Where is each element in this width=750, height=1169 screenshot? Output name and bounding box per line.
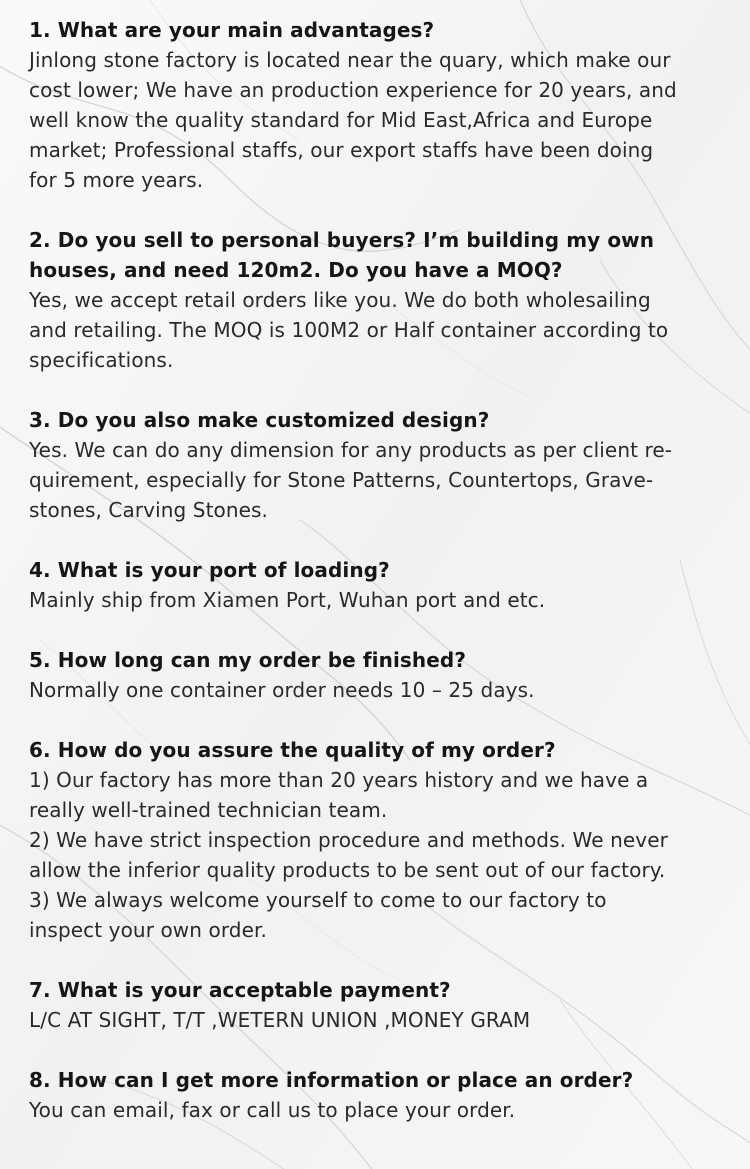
- faq-question: 6. How do you assure the quality of my order?: [29, 738, 556, 762]
- faq-item: [29, 15, 685, 195]
- faq-question: 3. Do you also make customized design?: [29, 408, 490, 432]
- faq-question: 8. How can I get more information or place an order?: [29, 1068, 634, 1092]
- faq-answer: Normally one container order needs 10 – 25 days.: [29, 678, 535, 702]
- faq-question: 1. What are your main advantages?: [29, 18, 435, 42]
- faq-answer: 1) Our factory has more than 20 years history and we have a really well-trained technician team.: [29, 768, 649, 822]
- faq-item: [29, 405, 685, 525]
- faq-answer: 3) We always welcome yourself to come to our factory to inspect your own order.: [29, 888, 607, 942]
- faq-answer: Yes. We can do any dimension for any products as per client re-quirement, especially for Stone Patterns, Countertops, Grave-stones, Carving Stones.: [29, 438, 673, 522]
- faq-item: [29, 735, 685, 945]
- faq-item: [29, 555, 685, 615]
- faq-item: [29, 975, 685, 1035]
- faq-question: 2. Do you sell to personal buyers? I’m building my own houses, and need 120m2. Do you have a MOQ?: [29, 228, 655, 282]
- faq-answer: 2) We have strict inspection procedure and methods. We never allow the inferior quality products to be sent out of our factory.: [29, 828, 668, 882]
- faq-item: [29, 645, 685, 705]
- faq-answer: Mainly ship from Xiamen Port, Wuhan port and etc.: [29, 588, 546, 612]
- faq-question: 4. What is your port of loading?: [29, 558, 390, 582]
- faq-question: 7. What is your acceptable payment?: [29, 978, 451, 1002]
- faq-answer: You can email, fax or call us to place your order.: [29, 1098, 516, 1122]
- faq-item: [29, 1065, 685, 1125]
- faq-answer: Yes, we accept retail orders like you. We do both wholesailing and retailing. The MOQ is 100M2 or Half container according to specifications.: [29, 288, 669, 372]
- faq-answer: Jinlong stone factory is located near the quary, which make our cost lower; We have an production experience for 20 years, and well know the quality standard for Mid East,Africa and Europe market; Professional staffs, our export staffs have been doing for 5 more years.: [29, 48, 677, 192]
- faq-question: 5. How long can my order be finished?: [29, 648, 467, 672]
- faq-answer: L/C AT SIGHT, T/T ,WETERN UNION ,MONEY GRAM: [29, 1008, 531, 1032]
- faq-item: [29, 225, 685, 375]
